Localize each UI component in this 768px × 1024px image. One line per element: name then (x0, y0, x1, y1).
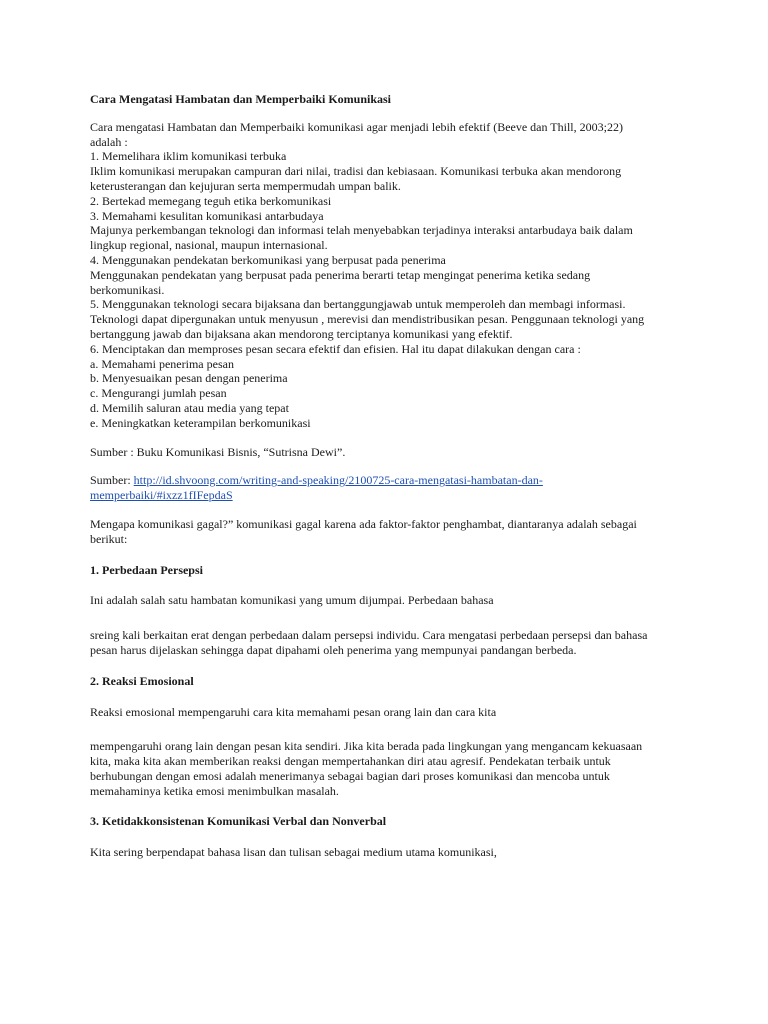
paragraph-line: sreing kali berkaitan erat dengan perbedaan dalam persepsi individu. Cara mengatasi perbedaan persepsi dan bahasa (90, 628, 648, 643)
intro-line: Teknologi dapat dipergunakan untuk menyusun , merevisi dan mendistribusikan pesan. Penggunaan teknologi yang (90, 312, 645, 327)
source-link-continued[interactable]: memperbaiki/#ixzz1fIFepdaS (90, 488, 233, 503)
intro-line: a. Memahami penerima pesan (90, 356, 234, 371)
source-web (90, 473, 680, 503)
section3-paragraph: Kita sering berpendapat bahasa lisan dan tulisan sebagai medium utama komunikasi, (90, 845, 497, 860)
section-heading-perbedaan-persepsi: 1. Perbedaan Persepsi (90, 562, 203, 577)
intro-line: lingkup regional, nasional, maupun internasional. (90, 238, 328, 253)
intro-line: 1. Memelihara iklim komunikasi terbuka (90, 149, 287, 164)
paragraph-line: pesan harus dijelaskan sehingga dapat dipahami oleh penerima yang mempunyai pandangan berbeda. (90, 642, 577, 657)
paragraph-line: berhubungan dengan emosi adalah menerimanya sebagai bagian dari proses komunikasi dan mencoba untuk (90, 768, 610, 783)
section2-paragraph: Reaksi emosional mempengaruhi cara kita memahami pesan orang lain dan cara kita (90, 704, 497, 719)
intro-line: adalah : (90, 134, 128, 149)
source-web-label: Sumber: (90, 473, 134, 488)
paragraph-line: mempengaruhi orang lain dengan pesan kita sendiri. Jika kita berada pada lingkungan yang mengancam kekuasaan (90, 739, 643, 754)
document-page (90, 92, 680, 874)
intro-line: 6. Menciptakan dan memproses pesan secara efektif dan efisien. Hal itu dapat dilakukan dengan cara : (90, 341, 581, 356)
intro-block (90, 120, 680, 431)
intro-line: 3. Memahami kesulitan komunikasi antarbudaya (90, 208, 324, 223)
intro-line: berkomunikasi. (90, 282, 165, 297)
section-heading-ketidakkonsistenan: 3. Ketidakkonsistenan Komunikasi Verbal dan Nonverbal (90, 814, 387, 829)
intro-line: e. Meningkatkan keterampilan berkomunikasi (90, 415, 311, 430)
question-paragraph (90, 517, 680, 547)
intro-line: b. Menyesuaikan pesan dengan penerima (90, 371, 288, 386)
intro-line: Iklim komunikasi merupakan campuran dari nilai, tradisi dan kebiasaan. Komunikasi terbuka akan mendorong (90, 164, 622, 179)
intro-line: 5. Menggunakan teknologi secara bijaksana dan bertanggungjawab untuk memperoleh dan membagi informasi. (90, 297, 626, 312)
question-line: berikut: (90, 531, 128, 546)
section1-paragraph: Ini adalah salah satu hambatan komunikasi yang umum dijumpai. Perbedaan bahasa (90, 593, 494, 608)
document-title: Cara Mengatasi Hambatan dan Memperbaiki Komunikasi (90, 92, 392, 106)
intro-line: 4. Menggunakan pendekatan berkomunikasi yang berpusat pada penerima (90, 252, 446, 267)
intro-line: Menggunakan pendekatan yang berpusat pada penerima berarti tetap mengingat penerima ketika sedang (90, 267, 591, 282)
paragraph-line: memahaminya ketika emosi menimbulkan masalah. (90, 783, 339, 798)
intro-line: bertanggung jawab dan bijaksana akan mendorong terciptanya komunikasi yang efektif. (90, 326, 513, 341)
question-line: Mengapa komunikasi gagal?” komunikasi gagal karena ada faktor-faktor penghambat, diantaranya adalah sebagai (90, 516, 637, 531)
intro-line: Cara mengatasi Hambatan dan Memperbaiki komunikasi agar menjadi lebih efektif (Beeve dan Thill, 2003;22) (90, 119, 623, 134)
intro-line: keterusterangan dan kejujuran serta mempermudah umpan balik. (90, 178, 401, 193)
section1-paragraph-2 (90, 628, 680, 658)
paragraph-line: kita, maka kita akan memberikan reaksi dengan mempertahankan diri atau agresif. Pendekatan terbaik untuk (90, 754, 611, 769)
intro-line: 2. Bertekad memegang teguh etika berkomunikasi (90, 193, 332, 208)
intro-line: c. Mengurangi jumlah pesan (90, 386, 227, 401)
source-link[interactable]: http://id.shvoong.com/writing-and-speaking/2100725-cara-mengatasi-hambatan-dan- (133, 473, 543, 488)
section-heading-reaksi-emosional: 2. Reaksi Emosional (90, 673, 194, 688)
source-book: Sumber : Buku Komunikasi Bisnis, “Sutrisna Dewi”. (90, 444, 346, 459)
section2-paragraph-2 (90, 739, 680, 798)
intro-line: d. Memilih saluran atau media yang tepat (90, 400, 289, 415)
intro-line: Majunya perkembangan teknologi dan informasi telah menyebabkan terjadinya interaksi antarbudaya baik dalam (90, 223, 633, 238)
